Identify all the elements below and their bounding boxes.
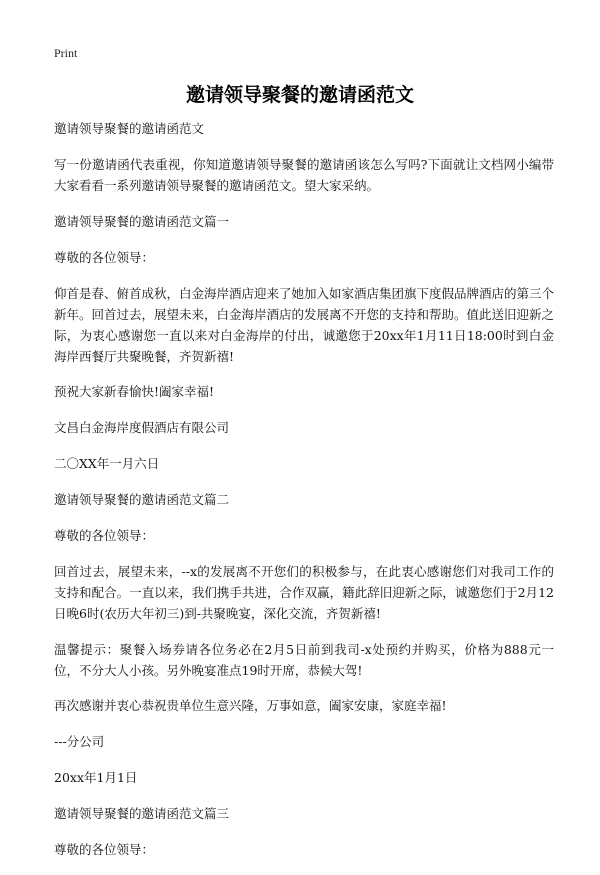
intro-paragraph: 写一份邀请函代表重视，你知道邀请领导聚餐的邀请函该怎么写吗?下面就让文档网小编带大家看看一系列邀请领导聚餐的邀请函范文。望大家采纳。 [54,157,554,193]
section-heading-1: 邀请领导聚餐的邀请函范文篇一 [54,213,230,229]
document-body [54,118,554,875]
signature-date-2: 20xx年1月1日 [54,770,138,785]
section-heading-2: 邀请领导聚餐的邀请函范文篇二 [54,492,230,507]
thanks-2: 再次感谢并衷心恭祝贵单位生意兴隆，万事如意，阖家安康，家庭幸福! [54,698,447,713]
signature-company-1: 文昌白金海岸度假酒店有限公司 [54,420,230,435]
letter-body-2: 回首过去，展望未来，--x的发展离不开您们的积极参与，在此衷心感谢您们对我司工作的支持和配合。一直以来，我们携手共进，合作双赢，籍此辞旧迎新之际，诚邀您们于2月12日晚6时(农历大年初三)到-共聚晚宴，深化交流，齐贺新禧! [54,564,554,621]
wishes-1: 预祝大家新春愉快!阖家幸福! [54,384,215,399]
salutation-1: 尊敬的各位领导： [54,249,155,265]
signature-company-2: ---分公司 [54,734,105,749]
intro-heading: 邀请领导聚餐的邀请函范文 [54,121,205,136]
section-heading-3: 邀请领导聚餐的邀请函范文篇三 [54,806,230,821]
salutation-2: 尊敬的各位领导： [54,528,155,543]
letter-body-1: 仰首是春、俯首成秋，白金海岸酒店迎来了她加入如家酒店集团旗下度假品牌酒店的第三个新年。回首过去，展望未来，白金海岸酒店的发展离不开您的支持和帮助。值此送旧迎新之际，为衷心感谢您一直以来对白金海岸的付出，诚邀您于20xx年1月11日18:00时到白金海岸西餐厅共聚晚餐，齐贺新禧! [54,285,555,364]
signature-date-1: 二〇XX年一月六日 [54,456,160,471]
salutation-3: 尊敬的各位领导： [54,842,155,857]
notice-2: 温馨提示：聚餐入场券请各位务必在2月5日前到我司-x处预约并购买，价格为888元一位，不分大人小孩。另外晚宴准点19时开席，恭候大驾! [54,641,554,678]
print-link[interactable]: Print [54,46,78,60]
page-title: 邀请领导聚餐的邀请函范文 [185,84,414,106]
